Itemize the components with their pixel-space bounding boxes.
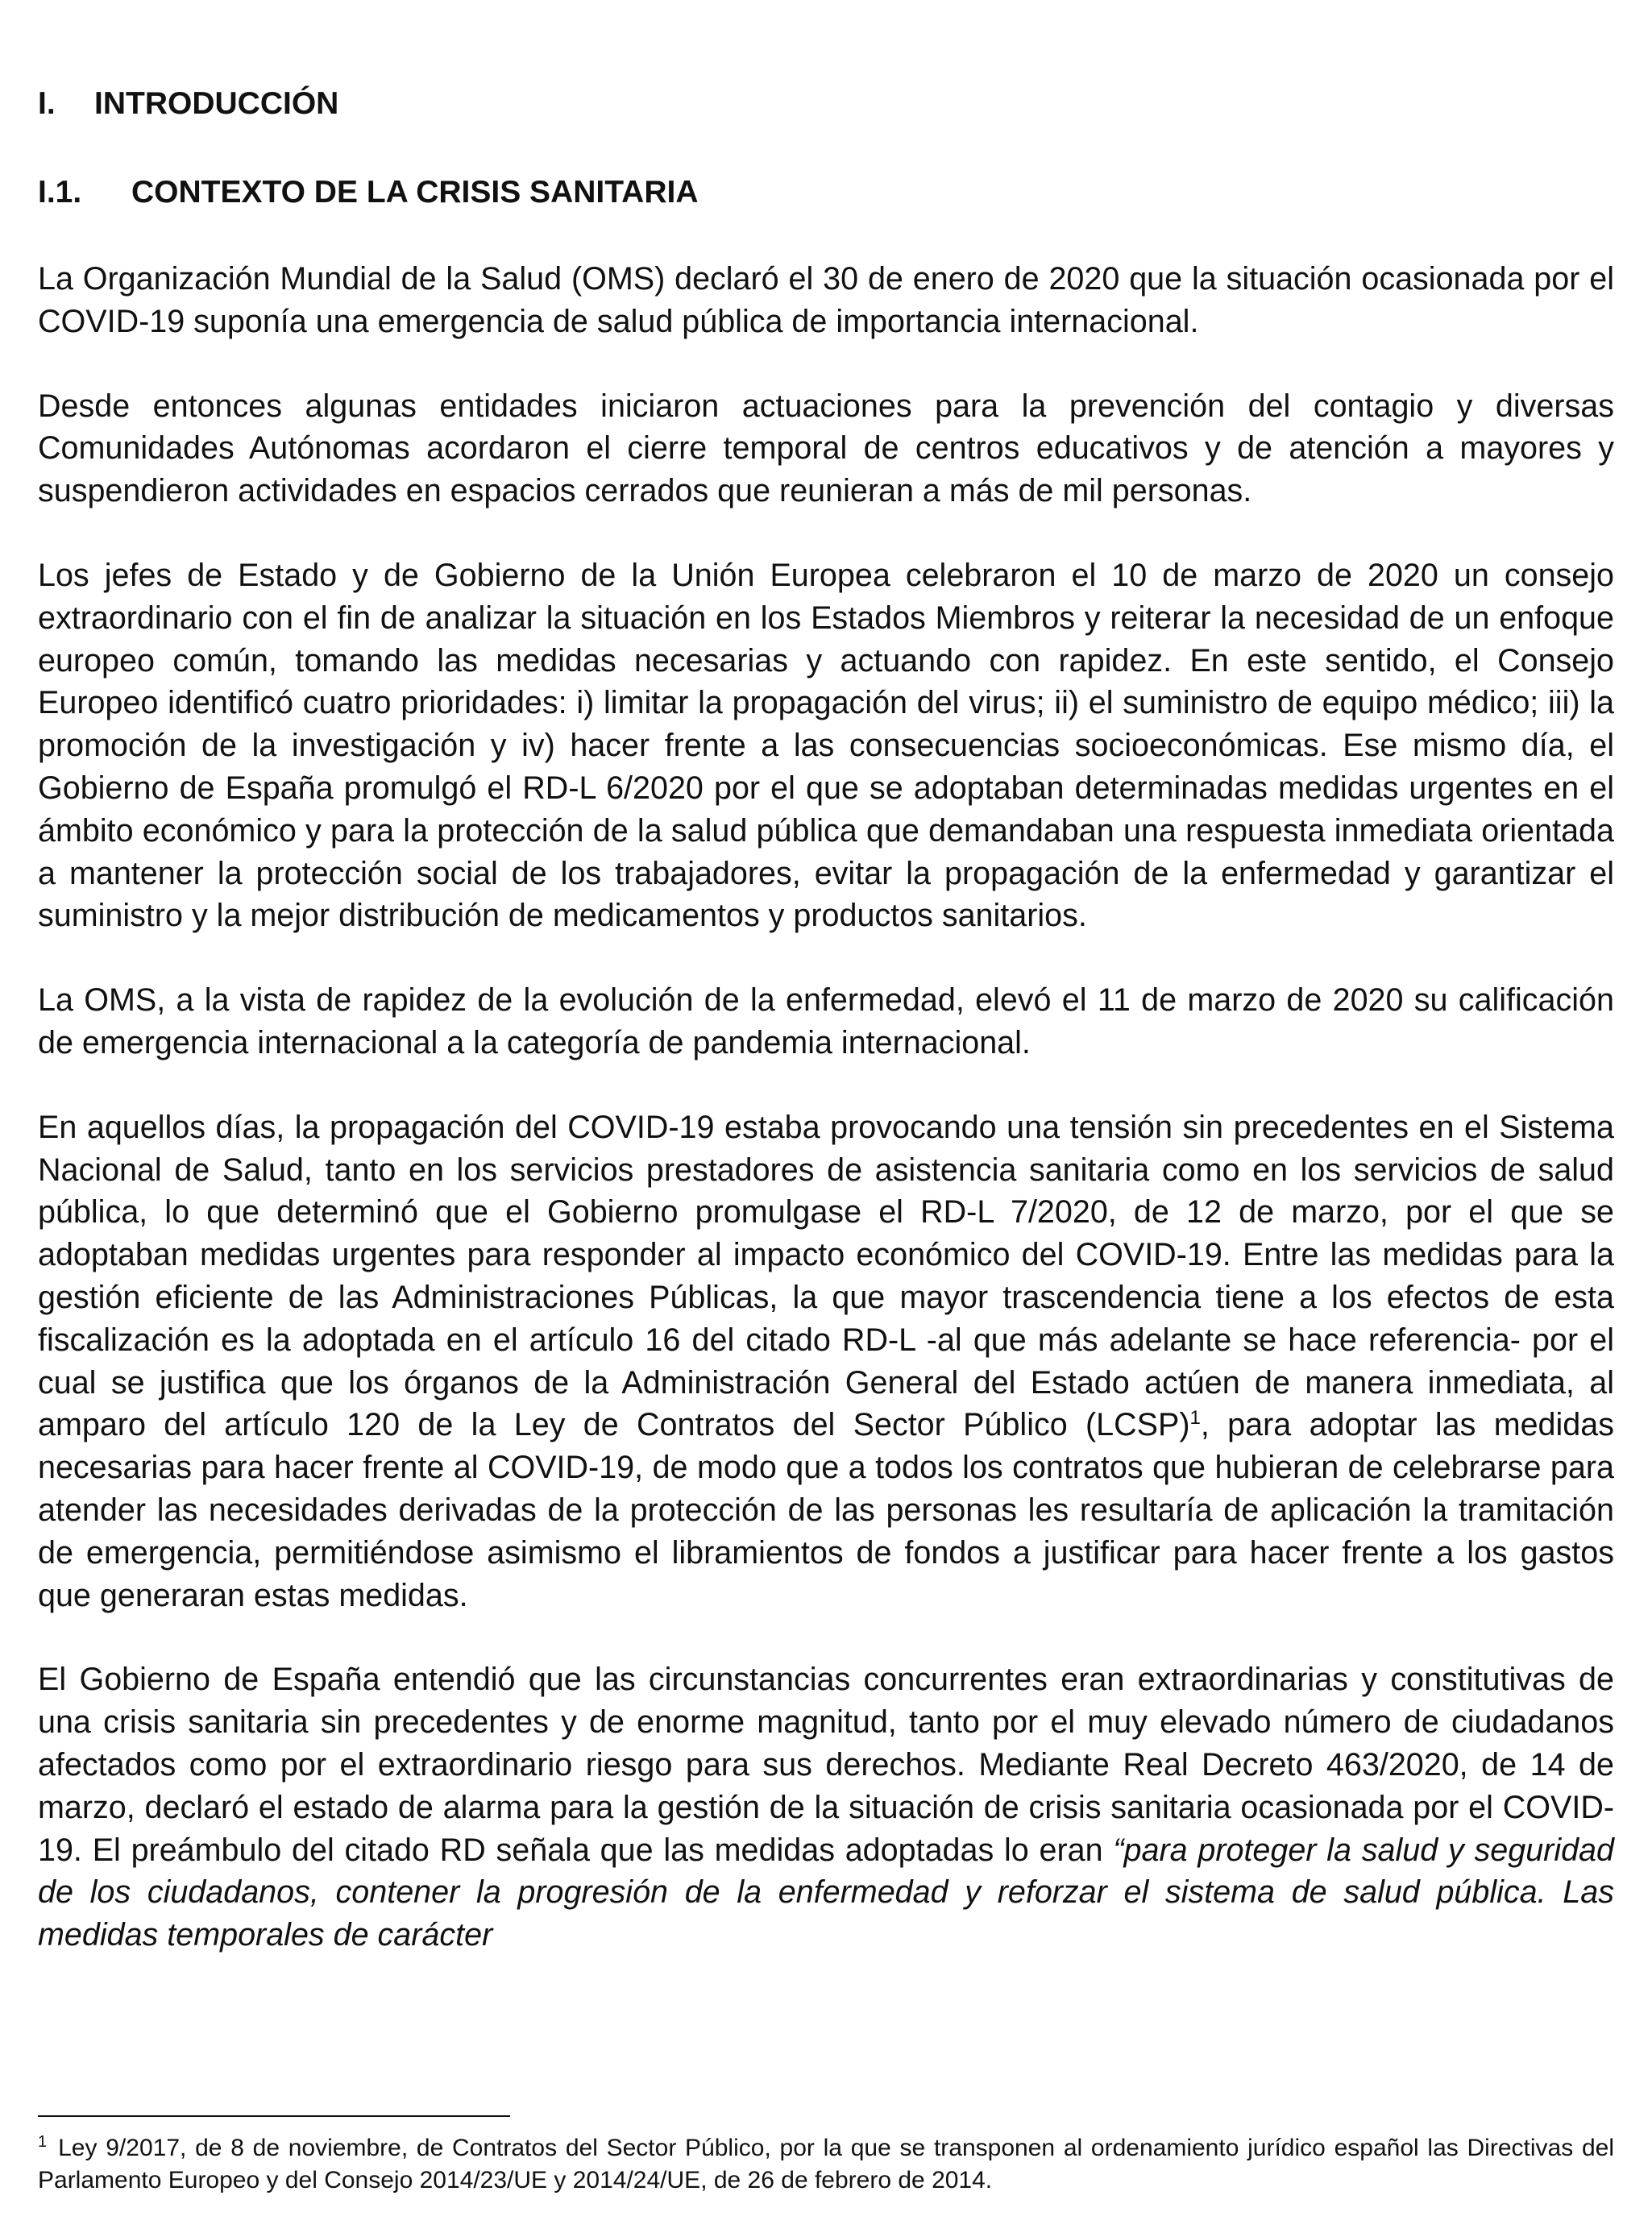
paragraph-text: , para adoptar las medidas necesarias para hacer frente al COVID-19, de modo que a todos los contratos que hubieran de celebrarse para atender las necesidades derivadas de la protección de las personas les resultaría de aplicación la tramitación de emergencia, permitiéndose asimismo el libramientos de fondos a justificar para hacer frente a los gastos que generaran estas medidas.	[38, 1407, 1614, 1613]
paragraph	[38, 1658, 1614, 1957]
subsection-heading	[38, 173, 1614, 212]
paragraph: La OMS, a la vista de rapidez de la evolución de la enfermedad, elevó el 11 de marzo de 2020 su calificación de emergencia internacional a la categoría de pandemia internacional.	[38, 982, 1614, 1060]
footnote-text: Ley 9/2017, de 8 de noviembre, de Contratos del Sector Público, por la que se transponen al ordenamiento jurídico español las Directivas del Parlamento Europeo y del Consejo 2014/23/UE y 2014/24/UE, de 26 de febrero de 2014.	[38, 2135, 1614, 2193]
paragraph	[38, 1106, 1614, 1617]
footnote-separator	[38, 2115, 510, 2117]
section-title: INTRODUCCIÓN	[94, 86, 339, 121]
paragraph: Los jefes de Estado y de Gobierno de la Unión Europea celebraron el 10 de marzo de 2020 un consejo extraordinario con el fin de analizar la situación en los Estados Miembros y reiterar la necesidad de un enfoque europeo común, tomando las medidas necesarias y actuando con rapidez. En este sentido, el Consejo Europeo identificó cuatro prioridades: i) limitar la propagación del virus; ii) el suministro de equipo médico; iii) la promoción de la investigación y iv) hacer frente a las consecuencias socioeconómicas. Ese mismo día, el Gobierno de España promulgó el RD-L 6/2020 por el que se adoptaban determinadas medidas urgentes en el ámbito económico y para la protección de la salud pública que demandaban una respuesta inmediata orientada a mantener la protección social de los trabajadores, evitar la propagación de la enfermedad y garantizar el suministro y la mejor distribución de medicamentos y productos sanitarios.	[38, 557, 1614, 934]
subsection-number: I.1.	[38, 175, 82, 210]
paragraph: La Organización Mundial de la Salud (OMS) declaró el 30 de enero de 2020 que la situación ocasionada por el COVID-19 suponía una emergencia de salud pública de importancia internacional.	[38, 261, 1614, 339]
footnote-number: 1	[38, 2133, 48, 2151]
section-number: I.	[38, 86, 56, 121]
subsection-title: CONTEXTO DE LA CRISIS SANITARIA	[131, 175, 699, 210]
paragraph-text: En aquellos días, la propagación del COVID-19 estaba provocando una tensión sin precedentes en el Sistema Nacional de Salud, tanto en los servicios prestadores de asistencia sanitaria como en los servicios de salud pública, lo que determinó que el Gobierno promulgase el RD-L 7/2020, de 12 de marzo, por el que se adoptaban medidas urgentes para responder al impacto económico del COVID-19. Entre las medidas para la gestión eficiente de las Administraciones Públicas, la que mayor trascendencia tiene a los efectos de esta fiscalización es la adoptada en el artículo 16 del citado RD-L -al que más adelante se hace referencia- por el cual se justifica que los órganos de la Administración General del Estado actúen de manera inmediata, al amparo del artículo 120 de la Ley de Contratos del Sector Público (LCSP)	[38, 1109, 1614, 1443]
paragraph: Desde entonces algunas entidades iniciaron actuaciones para la prevención del contagio y diversas Comunidades Autónomas acordaron el cierre temporal de centros educativos y de atención a mayores y suspendieron actividades en espacios cerrados que reunieran a más de mil personas.	[38, 388, 1614, 509]
document-page	[38, 77, 1614, 1957]
section-heading	[38, 85, 1614, 123]
quoted-text: “para proteger la salud y seguridad de los ciudadanos, contener la progresión de la enfermedad y reforzar el sistema de salud pública. Las medidas temporales de carácter	[38, 1832, 1614, 1953]
footnote	[38, 2132, 1614, 2197]
paragraph-text: El Gobierno de España entendió que las circunstancias concurrentes eran extraordinarias y constitutivas de una crisis sanitaria sin precedentes y de enorme magnitud, tanto por el muy elevado número de ciudadanos afectados como por el extraordinario riesgo para sus derechos. Mediante Real Decreto 463/2020, de 14 de marzo, declaró el estado de alarma para la gestión de la situación de crisis sanitaria ocasionada por el COVID-19. El preámbulo del citado RD señala que las medidas adoptadas lo eran	[38, 1662, 1614, 1868]
footnote-reference[interactable]: 1	[1189, 1407, 1201, 1430]
